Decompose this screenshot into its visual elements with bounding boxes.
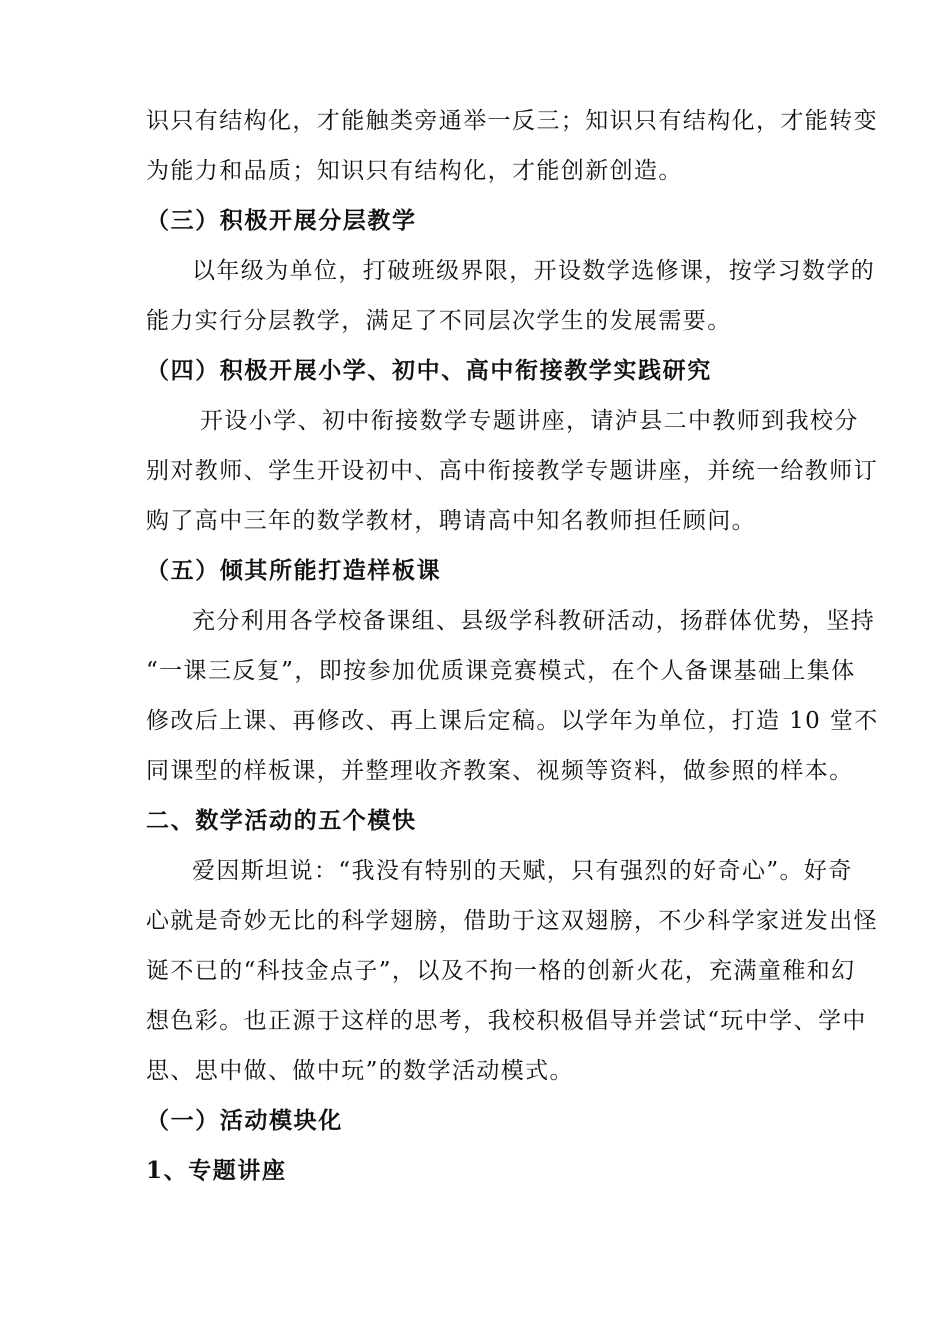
paragraph-first-line: 以年级为单位，打破班级界限，开设数学选修课，按学习数学的 — [192, 258, 876, 284]
body-text-line: 思、思中做、做中玩”的数学活动模式。 — [146, 1058, 574, 1084]
section-heading: （三）积极开展分层教学 — [146, 207, 417, 234]
body-text-line: “一课三反复”，即按参加优质课竞赛模式，在个人备课基础上集体 — [146, 658, 856, 684]
body-text-line: 诞不已的“科技金点子”，以及不拘一格的创新火花，充满童稚和幻 — [146, 958, 856, 984]
body-text-line: 能力实行分层教学，满足了不同层次学生的发展需要。 — [146, 308, 732, 334]
body-text-line: 同课型的样板课，并整理收齐教案、视频等资料，做参照的样本。 — [146, 758, 854, 784]
paragraph-first-line: 开设小学、初中衔接数学专题讲座，请泸县二中教师到我校分 — [200, 408, 859, 434]
body-text-line: 心就是奇妙无比的科学翅膀，借助于这双翅膀，不少科学家迸发出怪 — [146, 908, 878, 934]
section-heading: （四）积极开展小学、初中、高中衔接教学实践研究 — [146, 357, 712, 384]
body-text-line: 购了高中三年的数学教材，聘请高中知名教师担任顾问。 — [146, 508, 756, 534]
body-text-line: 想色彩。也正源于这样的思考，我校积极倡导并尝试“玩中学、学中 — [146, 1008, 867, 1034]
body-text-line: 别对教师、学生开设初中、高中衔接教学专题讲座，并统一给教师订 — [146, 458, 878, 484]
paragraph-first-line: 充分利用各学校备课组、县级学科教研活动，扬群体优势，坚持 — [192, 608, 876, 634]
section-heading: （一）活动模块化 — [146, 1107, 343, 1134]
body-text-line: 为能力和品质；知识只有结构化，才能创新创造。 — [146, 158, 683, 184]
section-heading: （五）倾其所能打造样板课 — [146, 557, 442, 584]
chapter-heading: 二、数学活动的五个模快 — [146, 807, 417, 834]
paragraph-first-line: 爱因斯坦说：“我没有特别的天赋，只有强烈的好奇心”。好奇 — [192, 858, 853, 884]
body-text-line: 识只有结构化，才能触类旁通举一反三；知识只有结构化，才能转变 — [146, 108, 878, 134]
body-text-line: 修改后上课、再修改、再上课后定稿。以学年为单位，打造 10 堂不 — [146, 708, 879, 734]
subsection-heading: 1、专题讲座 — [146, 1157, 287, 1184]
